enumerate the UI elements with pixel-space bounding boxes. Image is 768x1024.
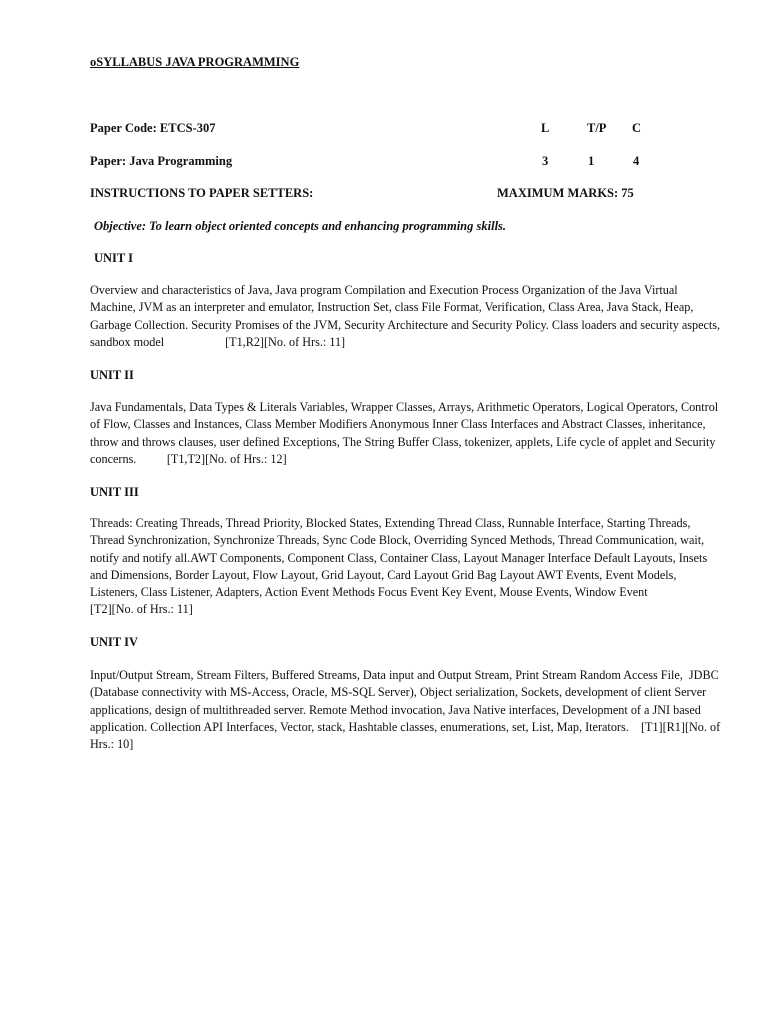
text-line: Overview and characteristics of Java, Java program Compilation and Execution Process Organization of the Java Virtual [90, 283, 678, 297]
unit-1-content [90, 282, 750, 351]
text-line: [T2][No. of Hrs.: 11] [90, 602, 193, 617]
text-line: sandbox model [T1,R2][No. of Hrs.: 11] [90, 334, 346, 349]
text-line: Input/Output Stream, Stream Filters, Buffered Streams, Data input and Output Stream, Print Stream Random Access File, JDBC [90, 668, 719, 682]
value-tp: 1 [588, 154, 595, 168]
text-line: Threads: Creating Threads, Thread Priority, Blocked States, Extending Thread Class, Runnable Interface, Starting Threads, [90, 516, 691, 530]
text-line: and Dimensions, Border Layout, Flow Layout, Grid Layout, Card Layout Grid Bag Layout AWT Events, Event Models, [90, 567, 677, 582]
instructions-label: INSTRUCTIONS TO PAPER SETTERS: [90, 186, 314, 200]
text-line: Java Fundamentals, Data Types & Literals Variables, Wrapper Classes, Arrays, Arithmetic Operators, Logical Operators, Control [90, 400, 719, 414]
column-header-c: C [632, 121, 642, 135]
text-line: Thread Synchronization, Synchronize Threads, Sync Code Block, Overriding Synced Methods, Thread Communication, wait, [90, 533, 705, 548]
text-line: application. Collection API Interfaces, Vector, stack, Hashtable classes, enumerations, set, List, Map, Iterators. [T1][R1][No. of [90, 719, 721, 734]
unit-2-content [90, 399, 750, 468]
document-title: oSYLLABUS JAVA PROGRAMMING [90, 55, 300, 69]
value-l: 3 [542, 154, 549, 168]
text-line: Listeners, Class Listener, Adapters, Action Event Methods Focus Event Key Event, Mouse Events, Window Event [90, 585, 648, 600]
text-line: (Database connectivity with MS-Access, Oracle, MS-SQL Server), Object serialization, Sockets, development of client Server [90, 685, 707, 700]
objective-statement: Objective: To learn object oriented concepts and enhancing programming skills. [94, 219, 507, 233]
unit-2-heading: UNIT II [90, 368, 134, 382]
text-line: Hrs.: 10] [90, 737, 134, 752]
text-line: notify and notify all.AWT Components, Component Class, Container Class, Layout Manager Interface Default Layouts, Insets [90, 550, 708, 565]
unit-3-content [90, 515, 750, 619]
unit-4-heading: UNIT IV [90, 635, 139, 649]
column-header-l: L [541, 121, 550, 135]
paper-label: Paper: Java Programming [90, 154, 233, 168]
text-line: Machine, JVM as an interpreter and emulator, Instruction Set, class File Format, Verification, Class Area, Java Stack, Heap, [90, 300, 694, 315]
unit-3-heading: UNIT III [90, 485, 139, 499]
paper-code-label: Paper Code: ETCS-307 [90, 121, 216, 135]
unit-4-content [90, 667, 750, 753]
text-line: throw and throws clauses, user defined Exceptions, The String Buffer Class, tokenizer, applets, Life cycle of applet and Security [90, 434, 716, 449]
text-line: of Flow, Classes and Instances, Class Member Modifiers Anonymous Inner Class Interfaces and Abstract Classes, inheritance, [90, 417, 706, 432]
text-line: Garbage Collection. Security Promises of the JVM, Security Architecture and Security Policy. Class loaders and security aspects, [90, 317, 721, 332]
value-c: 4 [633, 154, 640, 168]
maximum-marks: MAXIMUM MARKS: 75 [497, 186, 634, 200]
unit-1-heading: UNIT I [94, 251, 134, 265]
text-line: concerns. [T1,T2][No. of Hrs.: 12] [90, 451, 287, 466]
column-header-tp: T/P [587, 121, 607, 135]
text-line: applications, design of multithreaded server. Remote Method invocation, Java Native interfaces, Development of a JNI based [90, 702, 701, 717]
